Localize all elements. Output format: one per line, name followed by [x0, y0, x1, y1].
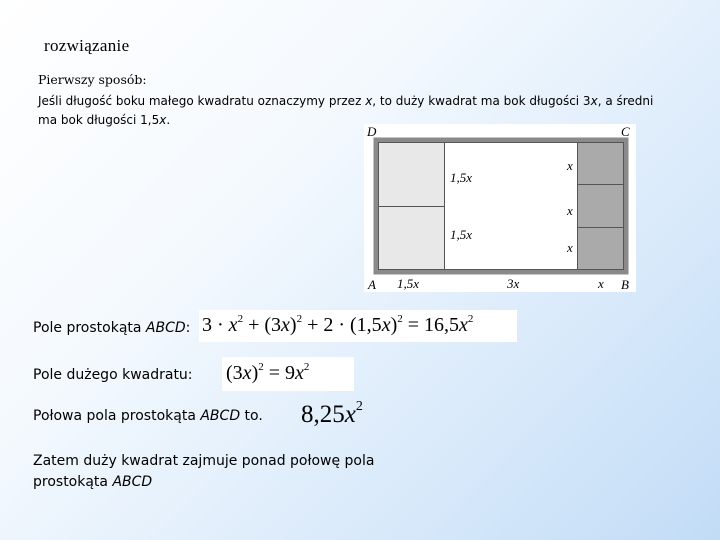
- formula-exp: 2: [237, 313, 244, 325]
- bottom-label-x: x: [598, 276, 604, 291]
- vertex-c-label: C: [621, 124, 630, 139]
- formula-exp: 2: [296, 313, 303, 325]
- large-square: [445, 143, 578, 270]
- rect-name: ABCD: [200, 408, 241, 424]
- label-text: Pole prostokąta: [33, 320, 146, 336]
- formula-part: 8,25: [301, 401, 345, 428]
- label-text: to.: [240, 408, 263, 424]
- side-label-x: x: [567, 203, 573, 218]
- formula-var: x: [459, 314, 468, 336]
- intro-var: x: [365, 94, 373, 108]
- intro-var: x: [590, 94, 598, 108]
- formula-exp: 2: [258, 361, 264, 373]
- conclusion-text: [33, 451, 413, 493]
- formula-var: x: [381, 314, 391, 336]
- formula-part: = 9: [263, 362, 296, 384]
- formula-part: (3: [226, 362, 243, 384]
- formula-exp: 2: [355, 399, 363, 414]
- formula-part: ): [390, 314, 398, 336]
- small-square-3: [578, 228, 624, 270]
- vertex-d-label: D: [367, 124, 377, 139]
- formula-part: = 16,5: [402, 314, 460, 336]
- label-text: Połowa pola prostokąta: [33, 408, 201, 424]
- intro-text: Jeśli długość boku małego kwadratu oznaczymy przez: [38, 94, 366, 108]
- bottom-label-1-5x: 1,5x: [397, 276, 420, 291]
- medium-square-bottom: [379, 207, 445, 270]
- formula-var: x: [242, 362, 252, 384]
- formula-var: x: [344, 401, 356, 428]
- small-square-1: [578, 143, 624, 185]
- formula-exp: 2: [397, 313, 403, 325]
- area-rect-formula: [202, 313, 473, 337]
- area-rect-label: [33, 320, 190, 336]
- small-square-2: [578, 185, 624, 228]
- vertex-b-label: B: [621, 277, 629, 292]
- formula-part: + (3: [243, 314, 282, 336]
- side-label-x: x: [567, 240, 573, 255]
- area-big-label: Pole dużego kwadratu:: [33, 367, 193, 383]
- rect-name: ABCD: [145, 320, 186, 336]
- formula-exp: 2: [467, 313, 474, 325]
- label-text: Zatem duży kwadrat zajmuje ponad połowę pola prostokąta: [33, 453, 375, 490]
- formula-part: ): [251, 362, 259, 384]
- formula-part: + 2 · (1,5: [302, 314, 382, 336]
- intro-text: .: [166, 113, 171, 127]
- slide-title: rozwiązanie: [44, 36, 130, 55]
- medium-square-top: [379, 143, 445, 207]
- half-formula: [301, 399, 363, 429]
- label-text: :: [185, 320, 191, 336]
- formula-var: x: [228, 314, 238, 336]
- formula-exp: 2: [303, 361, 310, 373]
- mid-label-1-5x: 1,5x: [450, 227, 473, 242]
- vertex-a-label: A: [368, 277, 376, 292]
- method-heading: Pierwszy sposób:: [38, 72, 147, 87]
- formula-var: x: [281, 314, 290, 336]
- intro-var: x: [159, 113, 167, 127]
- rect-name: ABCD: [112, 474, 153, 490]
- area-big-formula: [226, 361, 309, 385]
- formula-part: ): [289, 314, 297, 336]
- formula-part: 3 ·: [202, 314, 229, 336]
- geometry-figure: [364, 124, 636, 292]
- intro-text: , a średni ma bok długości 1,5: [38, 94, 654, 127]
- intro-text: , to duży kwadrat ma bok długości 3: [372, 94, 591, 108]
- bottom-label-3x: 3x: [507, 276, 520, 291]
- mid-label-1-5x: 1,5x: [450, 170, 473, 185]
- half-rect-label: [33, 408, 263, 424]
- formula-var: x: [295, 362, 304, 384]
- side-label-x: x: [567, 158, 573, 173]
